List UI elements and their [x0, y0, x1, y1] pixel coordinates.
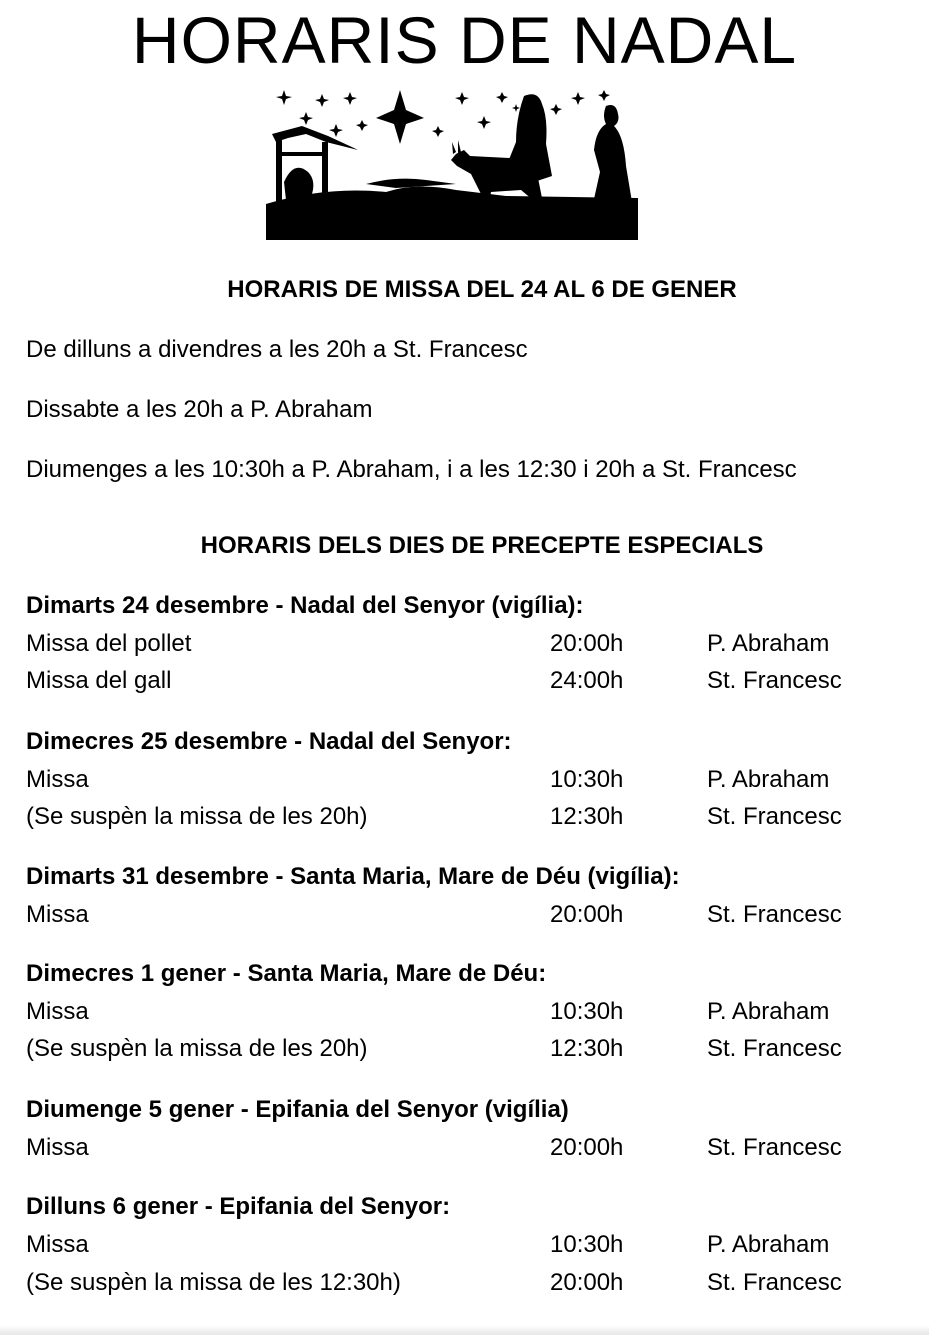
table-row — [0, 1268, 929, 1302]
mass-label: (Se suspèn la missa de les 20h) — [26, 1035, 368, 1062]
page-title: HORARIS DE NADAL — [131, 3, 798, 77]
mass-place: P. Abraham — [707, 630, 830, 657]
table-row — [0, 900, 929, 934]
mass-time: 10:30h — [550, 998, 624, 1025]
section-title-6-gener: Dilluns 6 gener - Epifania del Senyor: — [26, 1193, 451, 1220]
mass-place: St. Francesc — [707, 1035, 842, 1062]
mass-place: P. Abraham — [707, 1231, 830, 1258]
mass-place: P. Abraham — [707, 998, 830, 1025]
mass-place: P. Abraham — [707, 766, 830, 793]
mass-place: St. Francesc — [707, 901, 842, 928]
mass-place: St. Francesc — [707, 1134, 842, 1161]
mass-place: St. Francesc — [707, 803, 842, 830]
mass-label: Missa — [26, 1231, 89, 1258]
mass-place: St. Francesc — [707, 667, 842, 694]
page-bottom-edge — [0, 1325, 929, 1335]
section-title-1-gener: Dimecres 1 gener - Santa Maria, Mare de Déu: — [26, 960, 547, 987]
mass-time: 20:00h — [550, 1134, 624, 1161]
mass-label: Missa del pollet — [26, 630, 192, 657]
table-row — [0, 802, 929, 836]
table-row — [0, 997, 929, 1031]
mass-label: Missa del gall — [26, 667, 172, 694]
mass-label: Missa — [26, 901, 89, 928]
regular-line-sunday: Diumenges a les 10:30h a P. Abraham, i a les 12:30 i 20h a St. Francesc — [26, 456, 797, 483]
mass-label: (Se suspèn la missa de les 12:30h) — [26, 1269, 401, 1296]
section-title-24-desembre: Dimarts 24 desembre - Nadal del Senyor (vigília): — [26, 592, 584, 619]
mass-label: (Se suspèn la missa de les 20h) — [26, 803, 368, 830]
table-row — [0, 1230, 929, 1264]
mass-time: 20:00h — [550, 1269, 624, 1296]
mass-place: St. Francesc — [707, 1269, 842, 1296]
mass-time: 12:30h — [550, 803, 624, 830]
mass-time: 20:00h — [550, 901, 624, 928]
table-row — [0, 765, 929, 799]
special-schedule-heading: HORARIS DELS DIES DE PRECEPTE ESPECIALS — [200, 532, 764, 559]
table-row — [0, 666, 929, 700]
table-row — [0, 1034, 929, 1068]
regular-line-saturday: Dissabte a les 20h a P. Abraham — [26, 396, 373, 423]
regular-line-weekdays: De dilluns a divendres a les 20h a St. Francesc — [26, 336, 528, 363]
section-title-25-desembre: Dimecres 25 desembre - Nadal del Senyor: — [26, 728, 512, 755]
table-row — [0, 629, 929, 663]
mass-label: Missa — [26, 1134, 89, 1161]
mass-time: 20:00h — [550, 630, 624, 657]
nativity-silhouette-icon — [266, 86, 638, 240]
section-title-31-desembre: Dimarts 31 desembre - Santa Maria, Mare de Déu (vigília): — [26, 863, 680, 890]
mass-time: 12:30h — [550, 1035, 624, 1062]
regular-schedule-heading: HORARIS DE MISSA DEL 24 AL 6 DE GENER — [227, 276, 737, 303]
mass-label: Missa — [26, 998, 89, 1025]
mass-time: 10:30h — [550, 766, 624, 793]
mass-time: 24:00h — [550, 667, 624, 694]
section-title-5-gener: Diumenge 5 gener - Epifania del Senyor (vigília) — [26, 1096, 569, 1123]
mass-time: 10:30h — [550, 1231, 624, 1258]
table-row — [0, 1133, 929, 1167]
mass-label: Missa — [26, 766, 89, 793]
